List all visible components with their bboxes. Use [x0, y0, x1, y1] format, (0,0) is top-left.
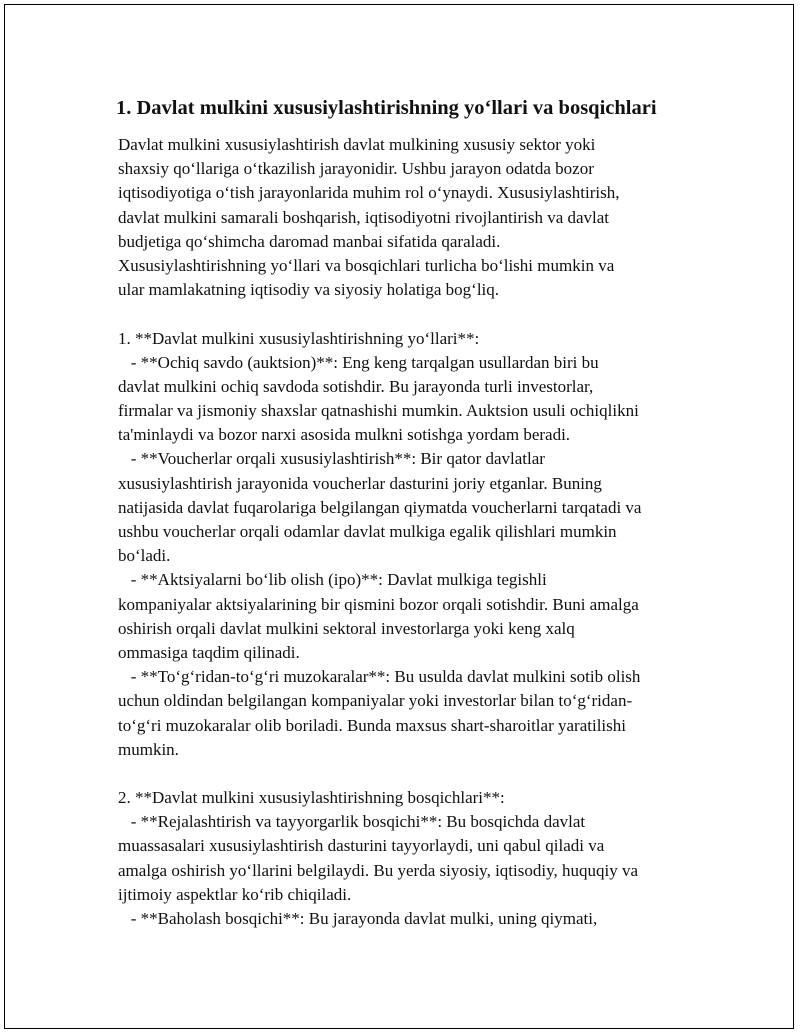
text-line: ta'minlaydi va bozor narxi asosida mulkni sotishga yordam beradi. — [118, 425, 571, 445]
paragraph-gap — [118, 762, 718, 786]
text-line: - **Baholash bosqichi**: Bu jarayonda davlat mulki, uning qiymati, — [118, 909, 598, 928]
document-body — [118, 133, 718, 931]
text-line: - **Aktsiyalarni bo‘lib olish (ipo)**: Davlat mulkiga tegishli — [118, 570, 547, 590]
text-line: xususiylashtirish jarayonida voucherlar dasturini joriy etganlar. Buning — [118, 473, 602, 493]
text-line: mumkin. — [118, 739, 179, 759]
document-heading: 1. Davlat mulkini xususiylashtirishning yo‘llari va bosqichlari — [116, 97, 657, 119]
text-line: natijasida davlat fuqarolariga belgilangan qiymatda voucherlarni tarqatadi va — [118, 497, 642, 517]
text-line: kompaniyalar aktsiyalarining bir qismini bozor orqali sotishdir. Buni amalga — [118, 594, 639, 614]
text-line: davlat mulkini ochiq savdoda sotishdir. Bu jarayonda turli investorlar, — [118, 376, 594, 396]
text-line: davlat mulkini samarali boshqarish, iqtisodiyotni rivojlantirish va davlat — [118, 207, 610, 227]
text-line: 2. **Davlat mulkini xususiylashtirishning bosqichlari**: — [118, 788, 505, 808]
text-line: budjetiga qo‘shimcha daromad manbai sifatida qaraladi. — [118, 231, 501, 251]
text-line: ijtimoiy aspektlar ko‘rib chiqiladi. — [118, 884, 352, 904]
text-line: - **Rejalashtirish va tayyorgarlik bosqichi**: Bu bosqichda davlat — [118, 812, 586, 832]
text-line: to‘g‘ri muzokaralar olib boriladi. Bunda maxsus shart-sharoitlar yaratilishi — [118, 715, 626, 735]
text-line: amalga oshirish yo‘llarini belgilaydi. Bu yerda siyosiy, iqtisodiy, huquqiy va — [118, 860, 639, 880]
text-line: muassasalari xususiylashtirish dasturini tayyorlaydi, uni qabul qiladi va — [118, 836, 605, 856]
text-line: uchun oldindan belgilangan kompaniyalar yoki investorlar bilan to‘g‘ridan- — [118, 691, 633, 711]
text-line: bo‘ladi. — [118, 546, 171, 566]
text-line: ushbu voucherlar orqali odamlar davlat mulkiga egalik qilishlari mumkin — [118, 522, 617, 541]
text-line: - **Voucherlar orqali xususiylashtirish**: Bir qator davlatlar — [118, 449, 545, 469]
paragraph-gap — [118, 302, 718, 326]
text-line: - **To‘g‘ridan-to‘g‘ri muzokaralar**: Bu usulda davlat mulkini sotib olish — [118, 667, 641, 687]
text-line: ular mamlakatning iqtisodiy va siyosiy holatiga bog‘liq. — [118, 280, 500, 300]
text-line: ommasiga taqdim qilinadi. — [118, 642, 300, 662]
text-line: Davlat mulkini xususiylashtirish davlat mulkining xususiy sektor yoki — [118, 135, 596, 154]
text-line: 1. **Davlat mulkini xususiylashtirishning yo‘llari**: — [118, 328, 480, 348]
text-line: - **Ochiq savdo (auktsion)**: Eng keng tarqalgan usullardan biri bu — [118, 352, 599, 372]
text-line: oshirish orqali davlat mulkini sektoral investorlarga yoki keng xalq — [118, 618, 575, 638]
text-line: iqtisodiyotiga o‘tish jarayonlarida muhim rol o‘ynaydi. Xususiylashtirish, — [118, 183, 620, 203]
text-line: Xususiylashtirishning yo‘llari va bosqichlari turlicha bo‘lishi mumkin va — [118, 255, 615, 275]
text-line: firmalar va jismoniy shaxslar qatnashishi mumkin. Auktsion usuli ochiqlikni — [118, 401, 639, 421]
text-line: shaxsiy qo‘llariga o‘tkazilish jarayonidir. Ushbu jarayon odatda bozor — [118, 159, 594, 179]
